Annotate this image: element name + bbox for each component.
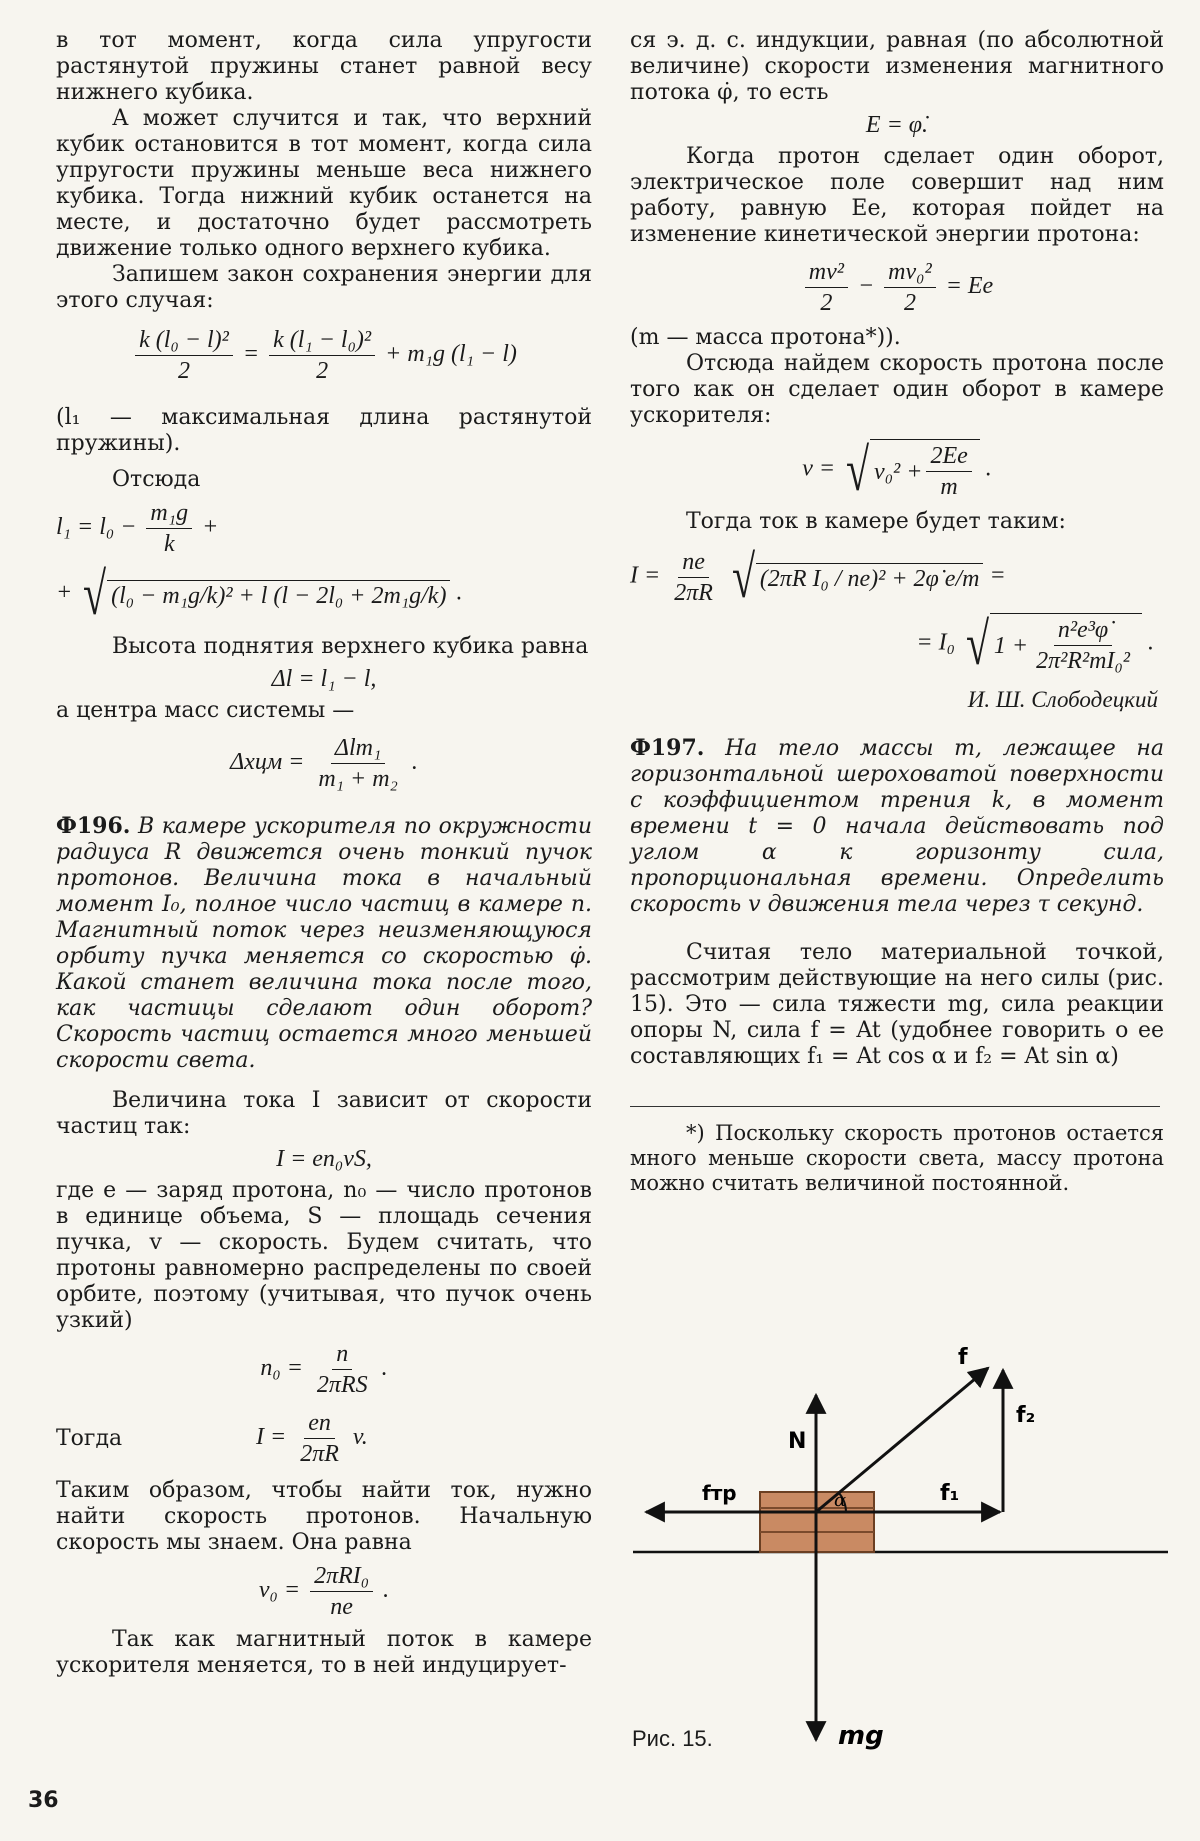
paragraph: Считая тело материальной точкой, рассмотрим действующие на него силы (рис. 15). Это — сила тяжести mg, сила реакции опоры N, сила f = At (удобнее говорить о ее составляющих f₁ = At cos α и f₂ = At sin α) — [630, 940, 1164, 1069]
formula-v: v = √ v₀² + $\frac{2Ee}{m}$ . — [802, 437, 992, 503]
formula-term: + m₁g (l₁ − l) — [385, 341, 517, 368]
paragraph: Когда протон сделает один оборот, электрическое поле совершит над ним работу, равную Ee, которая пойдет на изменение кинетической энергии протона: — [630, 144, 1164, 247]
formula-term: I = — [630, 562, 661, 589]
formula-term: I = — [256, 1424, 287, 1451]
problem-197 — [630, 735, 1164, 918]
formula-current: I = en₀vS, — [276, 1146, 372, 1172]
fraction-denominator: 2 — [316, 358, 329, 384]
paragraph: Запишем закон сохранения энергии для этого случая: — [56, 262, 592, 313]
formula-term: v₀² + — [874, 458, 923, 485]
formula-n0: n₀ = $\frac{n}{\text{2πRS}}$ . — [260, 1341, 388, 1398]
formula-term: v = — [802, 455, 836, 482]
radical-sign: √ — [965, 611, 989, 677]
formula-energy-conservation: $\frac{\text{k (l₀ − l)²}}{2}$ = $\frac{\text{k (l₁ − l₀)²}}{2}$ + m₁g (l₁ − l) — [56, 326, 592, 385]
fraction-numerator: 2Ee — [926, 442, 971, 472]
formula-emf: E = φ̇. — [865, 112, 929, 138]
fraction-numerator: k (l₁ − l₀)² — [269, 326, 375, 356]
problem-text: На тело массы m, лежащее на горизонтальной шероховатой поверхности с коэффициентом трения k, в момент времени t = 0 начала действовать под углом α к горизонту сила, пропорциональная времени. Определить скорость v движения тела через τ секунд. — [630, 736, 1164, 917]
fraction-denominator: 2π²R²mI₀² — [1036, 648, 1130, 674]
problem-label: Ф196. — [56, 813, 131, 839]
paragraph: Высота поднятия верхнего кубика равна — [112, 634, 589, 659]
figure-caption: Рис. 15. — [632, 1726, 713, 1751]
fraction-denominator: 2πRS — [316, 1372, 368, 1398]
fraction-denominator: 2πR — [674, 579, 713, 606]
formula-row-current — [56, 1405, 592, 1472]
fraction-numerator: n — [332, 1340, 352, 1370]
left-column — [56, 28, 592, 1679]
formula-term: + — [202, 514, 219, 541]
paragraph: (l₁ — максимальная длина растянутой пружины). — [56, 405, 592, 456]
paragraph: где e — заряд протона, n₀ — число протонов в единице объема, S — площадь сечения пучка, v — скорость. Будем считать, что протоны равномерно распределены по своей орбите, поэтому (учитывая, что пучок очень узкий) — [56, 1178, 592, 1333]
formula-term: Δxцм = — [230, 749, 305, 776]
formula-l1 — [56, 499, 592, 558]
problem-196 — [56, 813, 592, 1074]
formula-term: = — [989, 562, 1006, 589]
page-number: 36 — [28, 1788, 59, 1813]
paragraph: А может случится и так, что верхний кубик остановится в тот момент, когда сила упругости пружины меньше веса нижнего кубика. Тогда нижний кубик останется на месте, и достаточно будет рассмотреть движение только одного верхнего кубика. — [56, 106, 592, 261]
formula-term: v₀ = — [258, 1577, 301, 1604]
radicand: (2πR I₀ / ne)² + 2φ̇ e/m — [756, 563, 984, 592]
formula-term: v. — [352, 1424, 368, 1451]
formula-v0: v₀ = $\frac{\text{2πRI₀}}{ne}$ . — [258, 1563, 390, 1620]
paragraph: в тот момент, когда сила упругости растянутой пружины станет равной весу нижнего кубика. — [56, 28, 592, 105]
paragraph: Таким образом, чтобы найти ток, нужно найти скорость протонов. Начальную скорость мы знаем. Она равна — [56, 1478, 592, 1555]
right-column — [630, 28, 1164, 1196]
formula-term: n₀ = — [260, 1355, 303, 1382]
paragraph: Величина тока I зависит от скорости частиц так: — [56, 1088, 592, 1139]
label-f2: f₂ — [1016, 1403, 1036, 1428]
formula-term: l₁ = l₀ − — [56, 514, 137, 541]
formula-kinetic-energy: $\frac{\text{mv²}}{2}$ − $\frac{\text{mv₀²}}{2}$ = Ee — [630, 258, 1164, 317]
formula-current-v — [256, 1409, 368, 1468]
formula-delta-x: Δxцм = $\frac{\text{Δlm₁}}{\text{m₁ + m₂}}$ . — [230, 735, 418, 792]
label-mg: mg — [838, 1721, 884, 1751]
footnote-divider — [630, 1106, 1160, 1107]
formula-l1-root: + √ (l₀ − m₁g/k)² + l (l − 2l₀ + 2m₁g/k) . — [56, 561, 463, 627]
fraction-numerator: en — [304, 1409, 335, 1439]
fraction-denominator: k — [163, 531, 175, 557]
formula-term: = Ee — [945, 273, 994, 300]
formula-term: 1 + — [993, 632, 1029, 659]
radicand: (l₀ − m₁g/k)² + l (l − 2l₀ + 2m₁g/k) — [107, 580, 450, 609]
paragraph: (m — масса протона*)). — [630, 325, 901, 350]
label-f: f — [958, 1345, 968, 1370]
fraction-numerator: m₁g — [146, 499, 192, 529]
radical-sign: √ — [731, 544, 755, 610]
formula-current-result: = I₀ √ 1 + $\frac{\text{n²e³φ̇}}{\text{2π²R²mI₀²}}$ . — [916, 611, 1154, 677]
fraction-denominator: m₁ + m₂ — [318, 766, 398, 792]
label-alpha: α — [834, 1490, 847, 1511]
force-diagram-figure — [628, 1340, 1168, 1760]
fraction-numerator: mv₀² — [884, 258, 936, 288]
fraction-numerator: n²e³φ̇ — [1054, 616, 1112, 646]
paragraph: Так как магнитный поток в камере ускорителя меняется, то в ней индуцирует- — [56, 1627, 592, 1678]
label-ftr: fтр — [702, 1481, 737, 1505]
fraction-denominator: 2 — [178, 358, 190, 384]
fraction-denominator: m — [940, 474, 958, 500]
paragraph: ся э. д. с. индукции, равная (по абсолютной величине) скорости изменения магнитного потока φ̇, то есть — [630, 28, 1164, 105]
paragraph: Тогда — [56, 1425, 123, 1451]
footnote: *) Поскольку скорость протонов остается много меньше скорости света, массу протона можно считать величиной постоянной. — [630, 1121, 1164, 1195]
fraction-numerator: ne — [678, 548, 709, 578]
radical-sign: √ — [846, 437, 870, 503]
fraction-denominator: 2 — [820, 290, 833, 316]
paragraph: а центра масс системы — — [56, 698, 355, 723]
formula-delta-l: Δl = l₁ − l, — [271, 666, 377, 692]
fraction-numerator: k (l₀ − l)² — [135, 326, 233, 356]
fraction-denominator: 2 — [903, 290, 916, 316]
problem-label: Ф197. — [630, 735, 705, 761]
paragraph: Отсюда найдем скорость протона после того как он сделает один оборот в камере ускорителя: — [630, 351, 1164, 428]
fraction-denominator: 2πR — [300, 1441, 339, 1467]
formula-current-final — [630, 544, 1164, 610]
label-f1: f₁ — [940, 1481, 960, 1506]
paragraph: Отсюда — [112, 467, 201, 492]
problem-text: В камере ускорителя по окружности радиуса R движется очень тонкий пучок протонов. Величина тока в начальный момент I₀, полное число частиц в камере n. Магнитный поток через неизменяющуюся орбиту пучка меняется со скоростью φ̇. Какой станет величина тока после того, как частицы сделают один оборот? Скорость частиц остается много меньшей скорости света. — [56, 814, 593, 1073]
author-signature: И. Ш. Слободецкий — [967, 687, 1158, 712]
fraction-denominator: ne — [330, 1594, 353, 1620]
paragraph: Тогда ток в камере будет таким: — [686, 509, 1066, 534]
fraction-numerator: mv² — [805, 258, 848, 288]
radical-sign: √ — [83, 561, 107, 627]
fraction-numerator: Δlm₁ — [331, 734, 385, 764]
fraction-numerator: 2πRI₀ — [310, 1562, 373, 1592]
label-N: N — [788, 1429, 807, 1454]
formula-term: = I₀ — [916, 629, 955, 656]
